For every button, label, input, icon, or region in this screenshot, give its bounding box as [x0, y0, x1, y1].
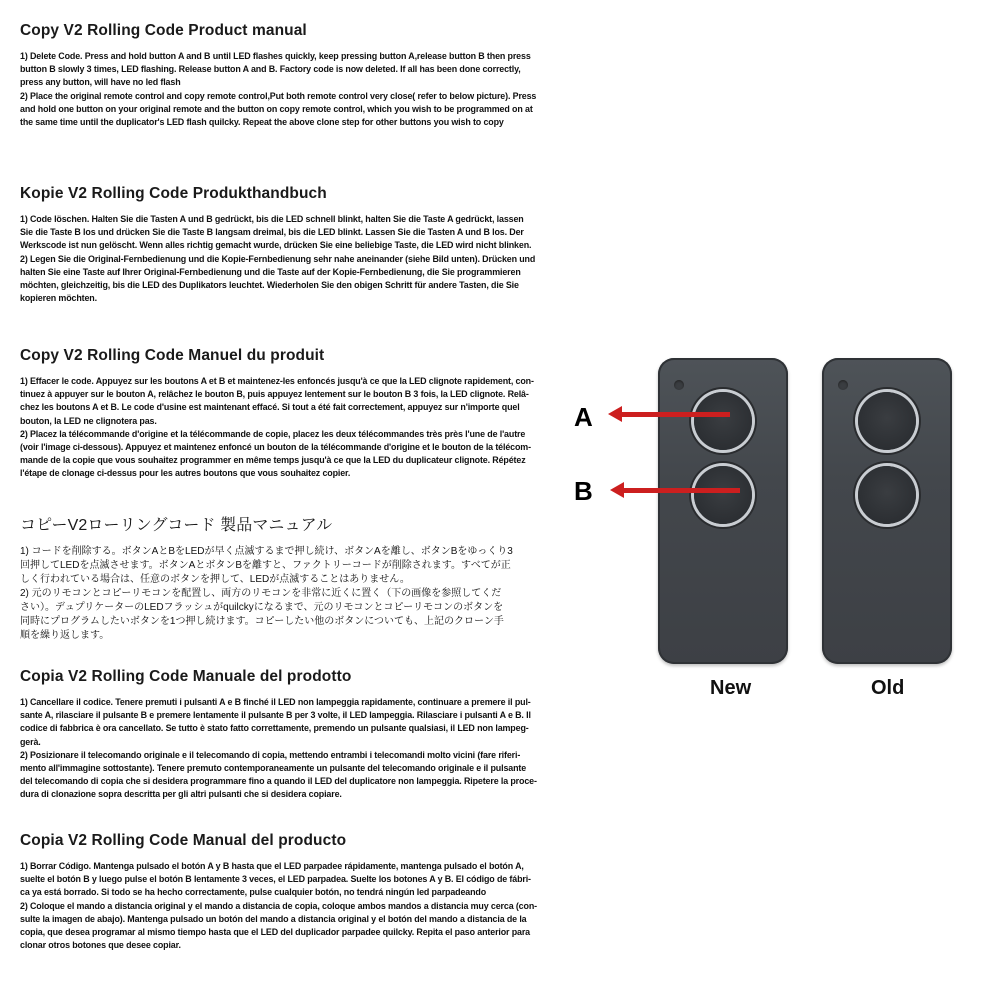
remote-button-a	[694, 392, 752, 450]
remote-button-a	[858, 392, 916, 450]
remote-old	[822, 358, 952, 664]
section-japanese	[20, 512, 565, 643]
section-title: Copy V2 Rolling Code Product manual	[20, 22, 307, 39]
label-a: A	[574, 402, 593, 432]
section-french	[20, 347, 565, 481]
remote-button-b	[858, 466, 916, 524]
section-body: 1) Delete Code. Press and hold button A and B until LED flashes quickly, keep pressing button A,release button B then press button B slowly 3 times, LED flashing. Release button A and B. Factory code is now deleted. If all has been done correctly, press any button, will have no led flash 2) Place the original remote control and copy remote control,Put both remote control very close( refer to below picture). Press and hold one button on your original remote and the button on copy remote control, which you wish to be programmed on at the same time until the duplicator's LED flash quilcky. Repeat the above clone step for other buttons you wish to copy	[20, 51, 537, 129]
arrow-left-icon	[622, 488, 740, 493]
section-spanish	[20, 832, 565, 952]
remote-new	[658, 358, 788, 664]
section-body: 1) Borrar Código. Mantenga pulsado el botón A y B hasta que el LED parpadee rápidamente, mantenga pulsado el botón A, suelte el botón B y luego pulse el botón B lentamente 3 veces, el LED parpadea. Suelte los botones A y B. El código de fábri- ca ya está borrado. Si todo se ha hecho correctamente, pulse cualquier botón, no tendrá ningún led parpadeando 2) Coloque el mando a distancia original y el mando a distancia de copia, coloque ambos mandos a distancia muy cerca (con- sulte la imagen de abajo). Mantenga pulsado un botón del mando a distancia original y el botón del mando a distancia de la copia, que desea programar al mismo tiempo hasta que el LED del duplicador parpadee quilcky. Repita el paso anterior para clonar otros botones que desee copiar.	[20, 861, 537, 952]
label-b: B	[574, 476, 593, 506]
section-german	[20, 185, 565, 305]
remote-button-b	[694, 466, 752, 524]
section-body: 1) コードを削除する。ボタンAとBをLEDが早く点滅するまで押し続け、ボタンAを離し、ボタンBをゆっくり3 回押してLEDを点滅させます。ボタンAとボタンBを離すと、ファクトリーコードが削除されます。すべてが正 しく行われている場合は、任意のボタンを押して、LEDが点滅することはありません。 2) 元のリモコンとコピーリモコンを配置し、両方のリモコンを非常に近くに置く（下の画像を参照してくだ さい）。デュプリケーターのLEDフラッシュがquilckyになるまで、元のリモコンとコピーリモコンのボタンを 同時にプログラムしたいボタンを1つ押し続けます。コピーしたい他のボタンについても、上記のクローン手 順を繰り返します。	[20, 546, 513, 641]
section-title: Kopie V2 Rolling Code Produkthandbuch	[20, 185, 327, 202]
section-english	[20, 22, 565, 129]
section-body: 1) Effacer le code. Appuyez sur les boutons A et B et maintenez-les enfoncés jusqu'à ce que la LED clignote rapidement, con- tinuez à appuyer sur le bouton A, relâchez le bouton B, puis appuyez lentement sur le bouton B 3 fois, la LED clignote. Relâ- chez les boutons A et B. Le code d'usine est maintenant effacé. Si tout a été fait correctement, appuyez sur n'importe quel bouton, la LED ne clignotera pas. 2) Placez la télécommande d'origine et la télécommande de copie, placez les deux télécommandes très près l'une de l'autre (voir l'image ci-dessous). Appuyez et maintenez enfoncé un bouton de la télécommande d'origine et le bouton de la télécom- mande de la copie que vous souhaitez programmer en même temps jusqu'à ce que la LED du duplicateur clignote. Répétez l'étape de clonage ci-dessus pour les autres boutons que vous souhaitez copier.	[20, 376, 534, 480]
section-title: Copy V2 Rolling Code Manuel du produit	[20, 347, 325, 364]
caption-new: New	[710, 677, 752, 699]
section-italian	[20, 668, 565, 802]
arrow-left-icon	[620, 412, 730, 417]
section-title: コピーV2ローリングコード 製品マニュアル	[20, 517, 333, 534]
caption-old: Old	[871, 677, 905, 699]
section-body: 1) Cancellare il codice. Tenere premuti i pulsanti A e B finché il LED non lampeggia rapidamente, continuare a premere il pul- sante A, rilasciare il pulsante B e premere lentamente il pulsante B per 3 volte, il LED lampeggia. Rilasciare i pulsanti A e B. Il codice di fabbrica è ora cancellato. Se tutto è stato fatto correttamente, premendo un pulsante qualsiasi, il LED non lampeg- gerà. 2) Posizionare il telecomando originale e il telecomando di copia, mettendo entrambi i telecomandi molto vicini (fare riferi- mento all'immagine sottostante). Tenere premuto contemporaneamente un pulsante del telecomando originale e il pulsante del telecomando di copia che si desidera programmare fino a quando il LED del duplicatore non lampeggia. Ripetere la proce- dura di clonazione sopra descritta per gli altri pulsanti che si desidera copiare.	[20, 697, 537, 801]
led-indicator	[838, 380, 848, 390]
led-indicator	[674, 380, 684, 390]
section-title: Copia V2 Rolling Code Manual del producto	[20, 832, 347, 849]
section-title: Copia V2 Rolling Code Manuale del prodotto	[20, 668, 352, 685]
section-body: 1) Code löschen. Halten Sie die Tasten A und B gedrückt, bis die LED schnell blinkt, halten Sie die Taste A gedrückt, lassen Sie die Taste B los und drücken Sie die Taste B langsam dreimal, bis die LED blinkt. Lassen Sie die Tasten A und B los. Der Werkscode ist nun gelöscht. Wenn alles richtig gemacht wurde, drücken Sie eine beliebige Taste, die LED wird nicht blinken. 2) Legen Sie die Original-Fernbedienung und die Kopie-Fernbedienung sehr nahe aneinander (siehe Bild unten). Drücken und halten Sie eine Taste auf Ihrer Original-Fernbedienung und die Taste auf der Kopie-Fernbedienung, die Sie programmieren möchten, gleichzeitig, bis die LED des Duplikators leuchtet. Wiederholen Sie den obigen Schritt für andere Tasten, die Sie kopieren möchten.	[20, 214, 536, 305]
remote-comparison-figure	[570, 350, 990, 710]
